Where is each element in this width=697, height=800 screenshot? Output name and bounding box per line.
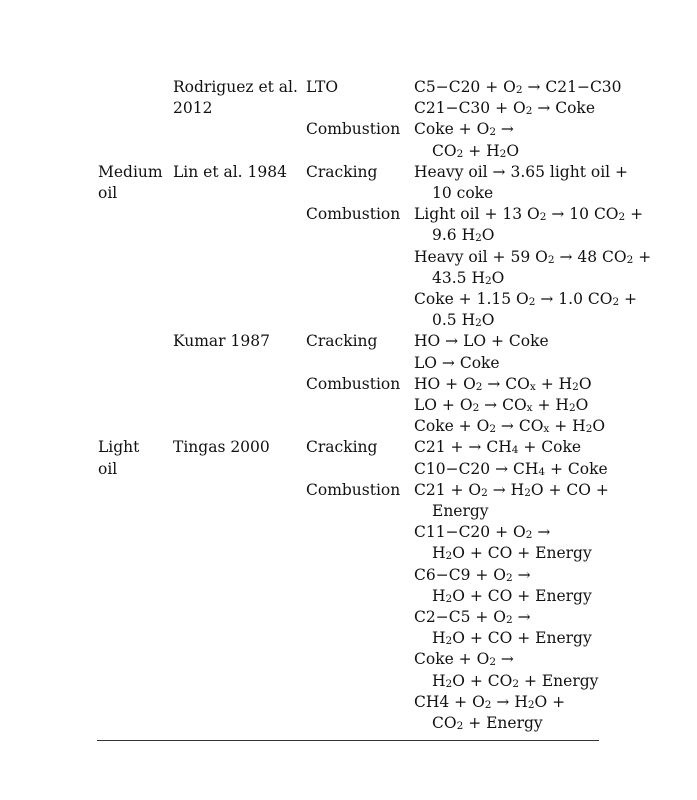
- category-text: Light: [98, 438, 140, 457]
- subscript: 2: [489, 423, 496, 436]
- equation-cell: [414, 374, 605, 438]
- reaction-equation-line: Coke + $O_2$ →: [414, 650, 514, 669]
- subscript: 2: [484, 274, 492, 287]
- subscript: x: [543, 423, 550, 436]
- subscript: 2: [525, 105, 533, 118]
- equation-cell: [414, 204, 651, 331]
- equation-cell: [414, 119, 519, 161]
- category-cell: [98, 437, 139, 479]
- subscript: 2: [547, 253, 555, 266]
- table-row: [97, 119, 697, 161]
- reaction-type-cell: [306, 204, 400, 225]
- reaction-equation-line: 0.5 $H_2O$: [432, 311, 495, 330]
- subscript: 2: [568, 401, 576, 414]
- subscript: 2: [524, 486, 531, 499]
- reaction-equation-line: $C11-C20 + O_2$ →: [414, 523, 551, 542]
- reaction-type-cell: [306, 437, 377, 458]
- table-row: [97, 204, 697, 331]
- reaction-type-text: LTO: [306, 78, 339, 96]
- author-text: Rodriguez et al.: [173, 78, 298, 96]
- subscript: 2: [572, 380, 579, 393]
- author-text: Tingas 2000: [173, 438, 270, 457]
- subscript: 2: [539, 211, 547, 224]
- subscript: 2: [484, 698, 492, 711]
- reaction-equation-line: Coke + $O_2$ →: [414, 120, 514, 139]
- reaction-type-cell: [306, 162, 377, 183]
- reaction-equation-line: LO → Coke: [414, 353, 500, 372]
- reaction-equation-line: $C10-C20 \to CH_4$ + Coke: [414, 459, 608, 478]
- reaction-equation-line: $CO_2$ + Energy: [432, 713, 543, 732]
- author-cell: [173, 437, 270, 458]
- reaction-type-cell: [306, 119, 400, 140]
- reaction-equation-line: $CO_2 + H_2O$: [432, 141, 520, 160]
- subscript: 2: [445, 677, 453, 690]
- subscript: 2: [505, 613, 513, 626]
- reaction-equation-line: $H_2O$ + CO + Energy: [432, 544, 592, 563]
- author-text: 2012: [173, 99, 213, 118]
- subscript: 2: [472, 401, 480, 414]
- reaction-equation-line: 9.6 $H_2O$: [432, 226, 495, 245]
- subscript: x: [526, 401, 533, 414]
- equation-cell: [414, 437, 608, 479]
- subscript: x: [529, 380, 536, 393]
- subscript: 2: [445, 635, 453, 648]
- reaction-equation-line: $C6-C9 + O_2$ →: [414, 565, 531, 584]
- subscript: 2: [489, 126, 496, 139]
- reaction-type-text: Combustion: [306, 480, 401, 499]
- subscript: 2: [445, 550, 453, 563]
- subscript: 2: [499, 147, 507, 160]
- table-row: [97, 331, 697, 373]
- category-text: Medium: [98, 162, 163, 181]
- subscript: 2: [525, 529, 533, 542]
- subscript: 2: [475, 317, 482, 330]
- subscript: 2: [481, 486, 488, 499]
- category-text: oil: [98, 183, 118, 202]
- reaction-equation-line: Coke + 1.15 $O_2 \to 1.0$ $CO_2$ +: [414, 289, 638, 308]
- reaction-equation-line: Energy: [432, 501, 489, 520]
- reaction-equation-line: LO + $O_2 \to CO_x + H_2O$: [414, 395, 589, 414]
- reaction-equation-line: Coke + $O_2 \to CO_x + H_2O$: [414, 417, 606, 436]
- subscript: 2: [475, 232, 482, 245]
- table-bottom-rule: [97, 740, 599, 741]
- reaction-scheme-table: [97, 77, 697, 734]
- subscript: 2: [475, 380, 483, 393]
- author-text: Kumar 1987: [173, 332, 270, 351]
- equation-cell: [414, 331, 549, 373]
- reaction-type-text: Combustion: [306, 374, 401, 393]
- reaction-type-cell: [306, 374, 400, 395]
- table-row: [97, 77, 697, 119]
- table-row: [97, 437, 697, 479]
- category-cell: [98, 162, 163, 204]
- table-row: [97, 480, 697, 734]
- reaction-equation-line: Heavy oil + 59 $O_2 \to 48$ $CO_2$ +: [414, 247, 652, 266]
- reaction-type-text: Cracking: [306, 332, 378, 351]
- reaction-equation-line: Light oil + 13 $O_2 \to 10$ $CO_2$ +: [414, 205, 644, 224]
- author-text: Lin et al. 1984: [173, 162, 287, 181]
- reaction-equation-line: $H_2O$ + CO + Energy: [432, 629, 592, 648]
- reaction-equation-line: $H_2O + CO_2$ + Energy: [432, 671, 599, 690]
- subscript: 2: [618, 211, 626, 224]
- reaction-equation-line: 43.5 $H_2O$: [432, 268, 505, 287]
- subscript: 2: [445, 592, 453, 605]
- subscript: 2: [626, 253, 634, 266]
- subscript: 2: [527, 698, 535, 711]
- reaction-equation-line: C21 + → $CH_4$ + Coke: [414, 438, 582, 457]
- subscript: 2: [489, 656, 496, 669]
- author-cell: [173, 162, 287, 183]
- reaction-type-text: Cracking: [306, 162, 378, 181]
- subscript: 4: [511, 444, 519, 457]
- reaction-equation-line: HO → LO + Coke: [414, 332, 549, 351]
- equation-cell: [414, 77, 622, 119]
- equation-cell: [414, 480, 609, 734]
- category-text: oil: [98, 459, 118, 478]
- reaction-type-cell: [306, 331, 377, 352]
- reaction-type-cell: [306, 480, 400, 501]
- equation-cell: [414, 162, 628, 204]
- reaction-type-text: Combustion: [306, 120, 401, 139]
- subscript: 2: [515, 84, 523, 96]
- reaction-type-text: Combustion: [306, 205, 401, 224]
- subscript: 2: [505, 571, 513, 584]
- reaction-equation-line: HO + $O_2 \to CO_x + H_2O$: [414, 374, 592, 393]
- reaction-equation-line: $CH4 + O_2 \to H_2O$ +: [414, 692, 566, 711]
- table-row: [97, 374, 697, 438]
- reaction-equation-line: $C2-C5 + O_2$ →: [414, 607, 531, 626]
- subscript: 2: [512, 677, 520, 690]
- reaction-type-text: Cracking: [306, 438, 378, 457]
- author-cell: [173, 331, 270, 352]
- subscript: 2: [612, 295, 620, 308]
- subscript: 2: [585, 423, 593, 436]
- reaction-equation-line: $C21-C30 + O_2$ → Coke: [414, 99, 595, 118]
- subscript: 2: [528, 295, 536, 308]
- reaction-type-cell: [306, 77, 338, 98]
- reaction-equation-line: Heavy oil → 3.65 light oil +: [414, 162, 629, 181]
- subscript: 4: [538, 465, 546, 478]
- subscript: 2: [456, 719, 464, 732]
- reaction-equation-line: 10 coke: [432, 183, 494, 202]
- table-row: [97, 162, 697, 204]
- subscript: 2: [456, 147, 464, 160]
- reaction-equation-line: $C21 + O_2 \to H_2O$ + CO +: [414, 480, 609, 499]
- reaction-equation-line: $H_2O$ + CO + Energy: [432, 586, 592, 605]
- author-cell: [173, 77, 298, 119]
- reaction-equation-line: $C5-C20 + O_2 \to C21-C30$: [414, 78, 622, 96]
